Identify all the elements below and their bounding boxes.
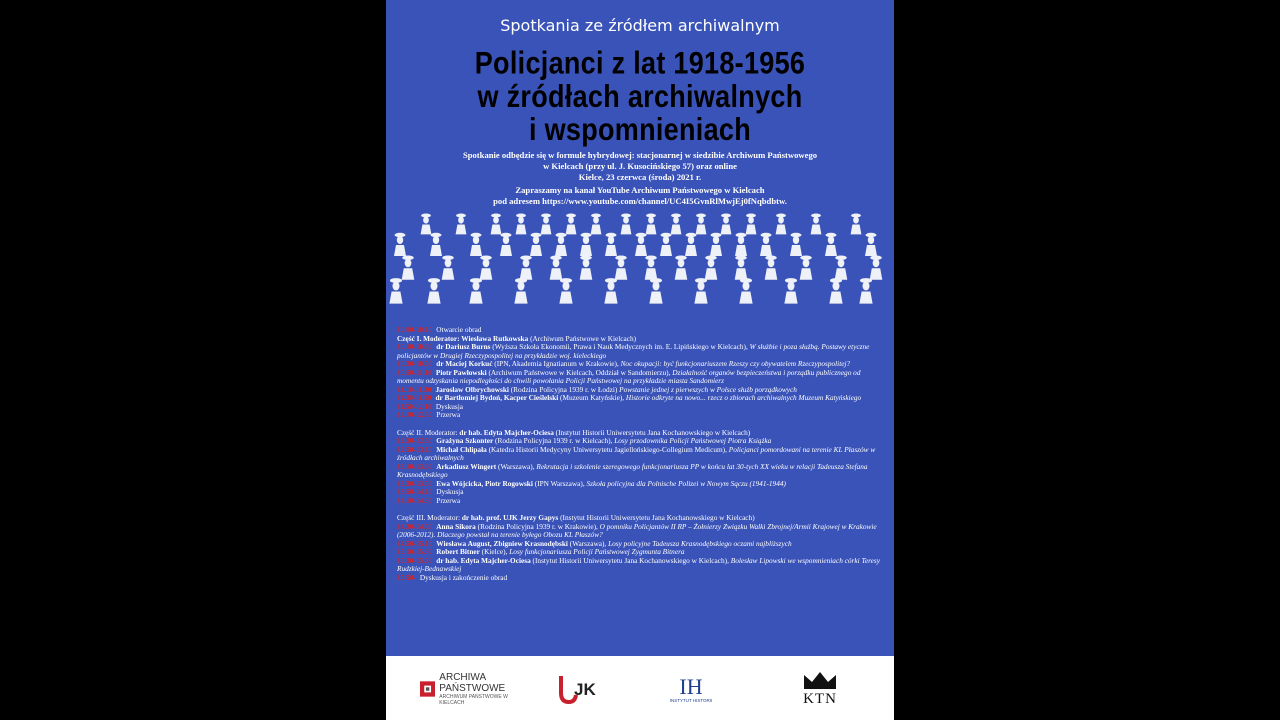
program-item: [397, 411, 887, 420]
program-time: 12.10-12.30: [397, 410, 433, 419]
policeman-silhouette: [710, 233, 722, 256]
program-speaker: dr hab. Edyta Majcher-Ociesa: [436, 555, 531, 565]
policeman-silhouette: [645, 255, 658, 279]
archiwa-line-2: PAŃSTWOWE: [439, 683, 506, 694]
policeman-silhouette: [696, 214, 707, 235]
event-poster: [386, 0, 894, 720]
program-talk-title: Rekrutacja i szkolenie szeregowego funkcjonariusza PP w końcu lat 30-tych XX wieku w relacji Tadeusza Stefana Krasnodębskiego: [397, 461, 868, 479]
police-group-photo: [386, 208, 894, 323]
program-time: 12.30-12.50: [397, 436, 433, 445]
policeman-silhouette: [829, 278, 842, 304]
program-text: (Archiwum Państwowe w Kielcach, Oddział w Sandomierzu),: [486, 367, 673, 377]
policeman-silhouette: [604, 278, 617, 304]
program-item: [397, 394, 887, 403]
ujk-mark-icon: [557, 673, 601, 705]
program-speaker: Anna Sikora: [436, 521, 476, 531]
info-line-2: w Kielcach (przy ul. J. Kusocińskiego 57) oraz online: [543, 161, 737, 171]
program-time: 14.50-15.10: [397, 538, 433, 548]
policeman-silhouette: [784, 278, 797, 304]
policeman-silhouette: [694, 278, 707, 304]
program-speaker: dr Bartłomiej Bydoń, Kacper Cieślelski: [435, 393, 559, 402]
program-text: (Rodzina Policyjna 1939 r. w Krakowie),: [475, 521, 600, 531]
policeman-silhouette: [442, 255, 455, 279]
program-text: Dyskusja i zakończenie obrad: [419, 572, 508, 582]
policeman-silhouette: [835, 255, 848, 279]
program-text: (Wyższa Szkoła Ekonomii, Prawa i Nauk Medycznych im. E. Lipińskiego w Kielcach),: [490, 342, 750, 351]
program-time: 15.50-: [397, 572, 416, 582]
program-speaker: Wiesława August, Zbigniew Krasnodębski: [436, 538, 568, 548]
program-text: (Warszawa),: [496, 461, 537, 471]
program-speaker: Michał Chlipała: [436, 444, 487, 454]
policeman-silhouette: [635, 233, 647, 256]
program-talk-title: Policjanci pomordowani na terenie KL Płaszów w źródłach archiwalnych: [397, 444, 876, 462]
crown-icon: [802, 671, 838, 691]
policeman-silhouette: [394, 233, 406, 256]
invite-line-2: pod adresem https://www.youtube.com/channel/UC4I5GvnRlMwjEj0fNqbdbtw.: [493, 196, 787, 206]
program-item: [397, 557, 887, 574]
policeman-silhouette: [765, 255, 778, 279]
ktn-logo: [792, 666, 848, 712]
program-item: [397, 446, 887, 463]
program-item: [397, 497, 887, 506]
program-talk-title: Losy policyjne Tadeusza Krasnodębskiego oczami najbliższych: [608, 538, 792, 548]
program-time: 10.50-11.10: [397, 367, 432, 377]
policeman-silhouette: [389, 278, 402, 304]
policeman-silhouette: [580, 233, 592, 256]
program-text: (Rodzina Policyjna 1939 r. w Łodzi): [508, 384, 620, 394]
program-talk-title: Powstanie jednej z pierwszych w Polsce służb porządkowych: [619, 384, 797, 394]
program-moderator: dr hab. Edyta Majcher-Ociesa: [459, 427, 554, 437]
policeman-silhouette: [735, 255, 748, 279]
policeman-silhouette: [470, 233, 482, 256]
policeman-silhouette: [790, 233, 802, 256]
program-talk-title: Noc okupacji: być funkcjonariuszem Rzeszy czy obywatelem Rzeczypospolitej?: [620, 359, 851, 368]
program-time: 13.50-14.10: [397, 487, 433, 496]
program-text: (Archiwum Państwowe w Kielcach): [528, 333, 637, 343]
policeman-silhouette: [739, 278, 752, 304]
program-text: (Warszawa),: [567, 538, 609, 548]
policeman-silhouette: [469, 278, 482, 304]
program-affiliation: (Instytut Historii Uniwersytetu Jana Kochanowskiego w Kielcach): [553, 427, 751, 437]
ih-sub: INSTYTUT HISTORII: [669, 697, 713, 703]
policeman-silhouette: [735, 233, 747, 256]
program-time: 15.10-15.30: [397, 547, 433, 556]
program-moderator: dr hab. prof. UJK Jerzy Gapys: [461, 513, 559, 522]
program-speaker: dr Dariusz Burns: [436, 342, 491, 351]
policeman-silhouette: [520, 255, 533, 279]
ih-mark: IH: [679, 673, 703, 699]
policeman-silhouette: [675, 255, 688, 279]
program-talk-title: Historie odkryte na nowo... rzecz o zbiorach archiwalnych Muzeum Katyńskiego: [625, 393, 862, 402]
program-time: 15.30-15.50: [397, 555, 433, 565]
program-speaker: Robert Bitner: [436, 547, 480, 556]
policeman-silhouette: [456, 214, 467, 235]
youtube-invite: [406, 185, 874, 207]
policeman-silhouette: [800, 255, 813, 279]
program-talk-title: W służbie i poza służbą. Postawy etyczne policjantów w Drugiej Rzeczypospolitej na przykładzie woj. kieleckiego: [397, 342, 870, 360]
program-time: 14.30-14.50: [397, 521, 433, 531]
policeman-silhouette: [580, 255, 593, 279]
program-text: (Rodzina Policyjna 1939 r. w Kielcach),: [493, 436, 615, 445]
program-text: Część III. Moderator:: [397, 513, 462, 522]
svg-text:JK: JK: [574, 680, 596, 699]
policeman-silhouette: [427, 278, 440, 304]
info-line-3: Kielce, 23 czerwca (środa) 2021 r.: [578, 172, 702, 182]
policeman-silhouette: [746, 214, 757, 235]
program-item: [397, 463, 887, 480]
policeman-silhouette: [550, 255, 563, 279]
program-speaker: Grażyna Szkonter: [436, 436, 494, 445]
program-talk-title: Bolesław Lipowski we wspomnieniach córki Teresy Rudzkiej-Bednawskiej: [397, 555, 880, 573]
archiwa-panstwowe-logo: [420, 666, 520, 712]
program-speaker: Ewa Wójcicka, Piotr Rogowski: [436, 478, 533, 488]
program-speaker: dr Maciej Korkuć: [436, 359, 493, 368]
policeman-silhouette: [491, 214, 502, 235]
program-time: 12.50-13.10: [397, 444, 433, 454]
policeman-silhouette: [825, 233, 837, 256]
program-text: (Katedra Historii Medycyny Uniwersytetu Jagiellońskiego-Collegium Medicum),: [486, 444, 729, 454]
program-item: [397, 403, 887, 412]
program-text: Przerwa: [436, 410, 461, 419]
policeman-silhouette: [859, 278, 872, 304]
archiwa-sub: ARCHIWUM PAŃSTWOWE W KIELCACH: [439, 694, 508, 706]
program-item: [397, 488, 887, 497]
series-title: Spotkania ze źródłem archiwalnym: [500, 16, 780, 35]
policeman-silhouette: [660, 233, 672, 256]
policeman-silhouette: [480, 255, 493, 279]
program-time: 13.10-13.30: [397, 461, 433, 471]
policeman-silhouette: [811, 214, 822, 235]
program-speaker: Część I. Moderator: Wiesława Rutkowska: [397, 333, 529, 343]
program-talk-title: Losy funkcjonariusza Policji Państwowej Zygmunta Bitnera: [509, 547, 685, 556]
archiwa-line-1: ARCHIWA: [439, 672, 487, 683]
program-affiliation: (Instytut Historii Uniwersytetu Jana Kochanowskiego w Kielcach): [558, 513, 755, 522]
program-time: 10.10-10.30: [397, 342, 433, 351]
title-line-3: i wspomnieniach: [528, 112, 752, 148]
program-text: Otwarcie obrad: [436, 325, 482, 334]
policeman-silhouette: [559, 278, 572, 304]
program-time: 11.50-12.10: [397, 401, 432, 411]
program-item: [397, 574, 887, 583]
policeman-silhouette: [649, 278, 662, 304]
program-text: Dyskusja: [435, 401, 464, 411]
program-text: Przerwa: [436, 495, 461, 505]
program-text: (IPN Warszawa),: [532, 478, 587, 488]
program-item: [397, 523, 887, 540]
policeman-silhouette: [516, 214, 527, 235]
policeman-silhouette: [685, 233, 697, 256]
invite-line-1: Zapraszamy na kanał YouTube Archiwum Państwowego w Kielcach: [515, 185, 765, 195]
policeman-silhouette: [760, 233, 772, 256]
program-time: 13.30-13.50: [397, 478, 433, 488]
policeman-silhouette: [605, 233, 617, 256]
policeman-silhouette: [402, 255, 415, 279]
policeman-silhouette: [541, 214, 552, 235]
program-item: [397, 343, 887, 360]
title-line-1: Policjanci z lat 1918-1956: [474, 45, 806, 81]
instytut-historii-logo: [666, 666, 716, 712]
policeman-silhouette: [421, 214, 432, 235]
policeman-silhouette: [851, 214, 862, 235]
program-speaker: Jarosław Olbrychowski: [435, 384, 509, 394]
program-text: (Muzeum Katyńskie),: [558, 393, 626, 402]
info-line-1: Spotkanie odbędzie się w formule hybrydowej: stacjonarnej w siedzibie Archiwum Państwowego: [462, 150, 818, 160]
program-text: (Instytut Historii Uniwersytetu Jana Kochanowskiego w Kielcach),: [530, 555, 731, 565]
policeman-silhouette: [865, 233, 877, 256]
policeman-silhouette: [870, 255, 883, 279]
program-talk-title: O pomniku Policjantów II RP – Żołnierzy Związku Walki Zbrojnej/Armii Krajowej w Krakowie (2006-2012). Dlaczego powstał na terenie byłego Obozu KL Płaszów?: [397, 521, 877, 539]
policeman-silhouette: [721, 214, 732, 235]
poster-title: [386, 47, 894, 147]
program-speaker: Arkadiusz Wingert: [436, 461, 497, 471]
policeman-silhouette: [500, 233, 512, 256]
policeman-silhouette: [530, 233, 542, 256]
ujk-logo: [554, 666, 604, 712]
policeman-silhouette: [615, 255, 628, 279]
logos-footer: [386, 656, 894, 720]
program-speaker: Piotr Pawłowski: [435, 367, 487, 377]
program-time: 10.00-10.10: [397, 325, 433, 334]
program-talk-title: Szkoła policyjna dla Polnische Polizei w Nowym Sączu (1941-1944): [586, 478, 786, 488]
title-line-2: w źródłach archiwalnych: [477, 79, 803, 114]
policeman-silhouette: [705, 255, 718, 279]
policeman-silhouette: [776, 214, 787, 235]
program-text: Dyskusja: [436, 487, 464, 496]
archiwa-emblem-icon: [420, 680, 435, 698]
program-time: 10.30-10.50: [397, 359, 433, 368]
program-time: 11.30-11.50: [397, 393, 432, 402]
policeman-silhouette: [514, 278, 527, 304]
program-item: [397, 369, 887, 386]
ktn-text: KTN: [803, 690, 837, 707]
program-time: 11.10-11.30: [397, 384, 432, 394]
program-talk-title: Losy przodownika Policji Państwowej Piotra Książka: [614, 436, 772, 445]
policeman-silhouette: [671, 214, 682, 235]
program-time: 14.10-14.30: [397, 495, 433, 505]
program-talk-title: Działalność organów bezpieczeństwa i porządku publicznego od momentu odzyskania niepodległości do chwili powołania Policji Państwowej na przykładzie miasta Sandomierz: [397, 367, 861, 385]
policeman-silhouette: [646, 214, 657, 235]
policeman-silhouette: [566, 214, 577, 235]
program-list: [397, 326, 887, 582]
program-text: (Kielce),: [479, 547, 510, 556]
policeman-silhouette: [430, 233, 442, 256]
event-info: [406, 150, 874, 183]
policeman-silhouette: [555, 233, 567, 256]
program-text: Część II. Moderator:: [397, 427, 460, 437]
policeman-silhouette: [591, 214, 602, 235]
program-item: [397, 480, 887, 489]
policeman-silhouette: [621, 214, 632, 235]
program-text: (IPN, Akademia Ignatianum w Krakowie),: [492, 359, 621, 368]
